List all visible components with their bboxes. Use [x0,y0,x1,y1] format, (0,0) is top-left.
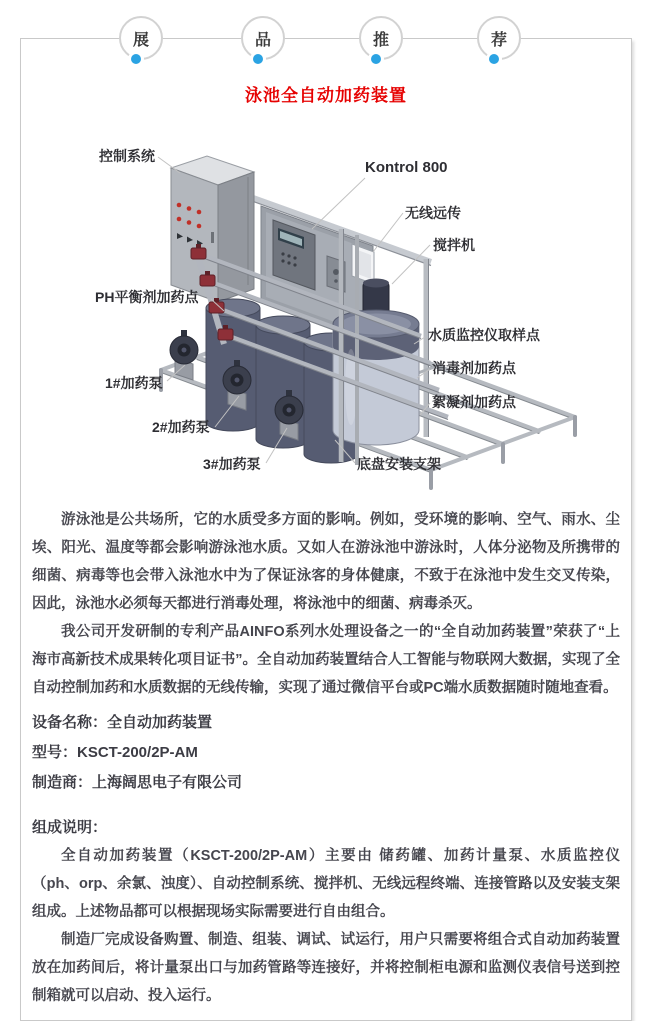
page-title: 泳池全自动加药装置 [245,86,407,105]
spec-model-number: 型号：KSCT-200/2P-AM [32,744,198,761]
spec-manufacturer: 制造商：上海阔思电子有限公司 [32,774,243,791]
device-specs [32,708,620,798]
spec-device-name: 设备名称：全自动加药装置 [32,714,213,731]
diagram-label-kontrol-800: Kontrol 800 [365,159,448,176]
diagram-label-flocculant-point: 絮凝剂加药点 [432,394,516,410]
badge-tui [359,16,403,60]
dosing-device-illustration [21,132,633,492]
diagram-label-mixer: 搅拌机 [433,237,475,253]
intro-paragraph-1: 游泳池是公共场所，它的水质受多方面的影响。例如，受环境的影响、空气、雨水、尘埃、阳光、温度等都会影响游泳池水质。又如人在游泳池中游泳时，人体分泌物及所携带的细菌、病毒等也会带入泳池水中为了保证泳客的身体健康，不致于在泳池中发生交叉传染，因此，泳池水必须每天都进行消毒处理，将泳池中的细菌、病毒杀灭。 [32,512,620,612]
diagram-label-pump-2: 2#加药泵 [152,419,210,435]
content-box [20,31,632,1021]
diagram-label-disinfectant-point: 消毒剂加药点 [432,360,516,376]
composition-heading: 组成说明： [32,819,108,836]
badge-dot-icon [489,54,499,64]
diagram-label-wireless-remote: 无线远传 [405,205,461,221]
badge-dot-icon [371,54,381,64]
intro-paragraph-2: 我公司开发研制的专利产品AINFO系列水处理设备之一的“全自动加药装置”荣获了“上海市高新技术成果转化项目证书”。全自动加药装置结合人工智能与物联网大数据，实现了全自动控制加药和水质数据的无线传输，实现了通过微信平台或PC端水质数据随时随地查看。 [32,624,620,696]
diagram-label-pump-3: 3#加药泵 [203,456,261,472]
diagram-label-pump-1: 1#加药泵 [105,375,163,391]
diagram-label-ph-dosing-point: PH平衡剂加药点 [95,289,199,305]
article-body [21,506,631,1010]
diagram-label-sampling-point: 水质监控仪取样点 [428,327,540,343]
badge-jian [477,16,521,60]
badge-pin [241,16,285,60]
badge-dot-icon [253,54,263,64]
diagram-label-control-system: 控制系统 [99,148,155,164]
badge-char: 展 [132,31,149,49]
badge-char: 荐 [490,31,507,49]
badge-zhan [119,16,163,60]
badge-char: 品 [254,31,271,49]
badge-char: 推 [372,31,389,49]
badge-dot-icon [131,54,141,64]
product-diagram [21,132,633,492]
composition-paragraph-1: 全自动加药装置（KSCT-200/2P-AM）主要由 储药罐、加药计量泵、水质监控仪（ph、orp、余氯、浊度）、自动控制系统、搅拌机、无线远程终端、连接管路以及安装支架组成。上述物品都可以根据现场实际需要进行自由组合。 [32,848,620,920]
composition-paragraph-2: 制造厂完成设备购置、制造、组装、调试、试运行，用户只需要将组合式自动加药装置放在加药间后，将计量泵出口与加药管路等连接好，并将控制柜电源和监测仪表信号送到控制箱就可以启动、投入运行。 [32,932,620,1004]
diagram-label-chassis-bracket: 底盘安装支架 [357,456,441,472]
